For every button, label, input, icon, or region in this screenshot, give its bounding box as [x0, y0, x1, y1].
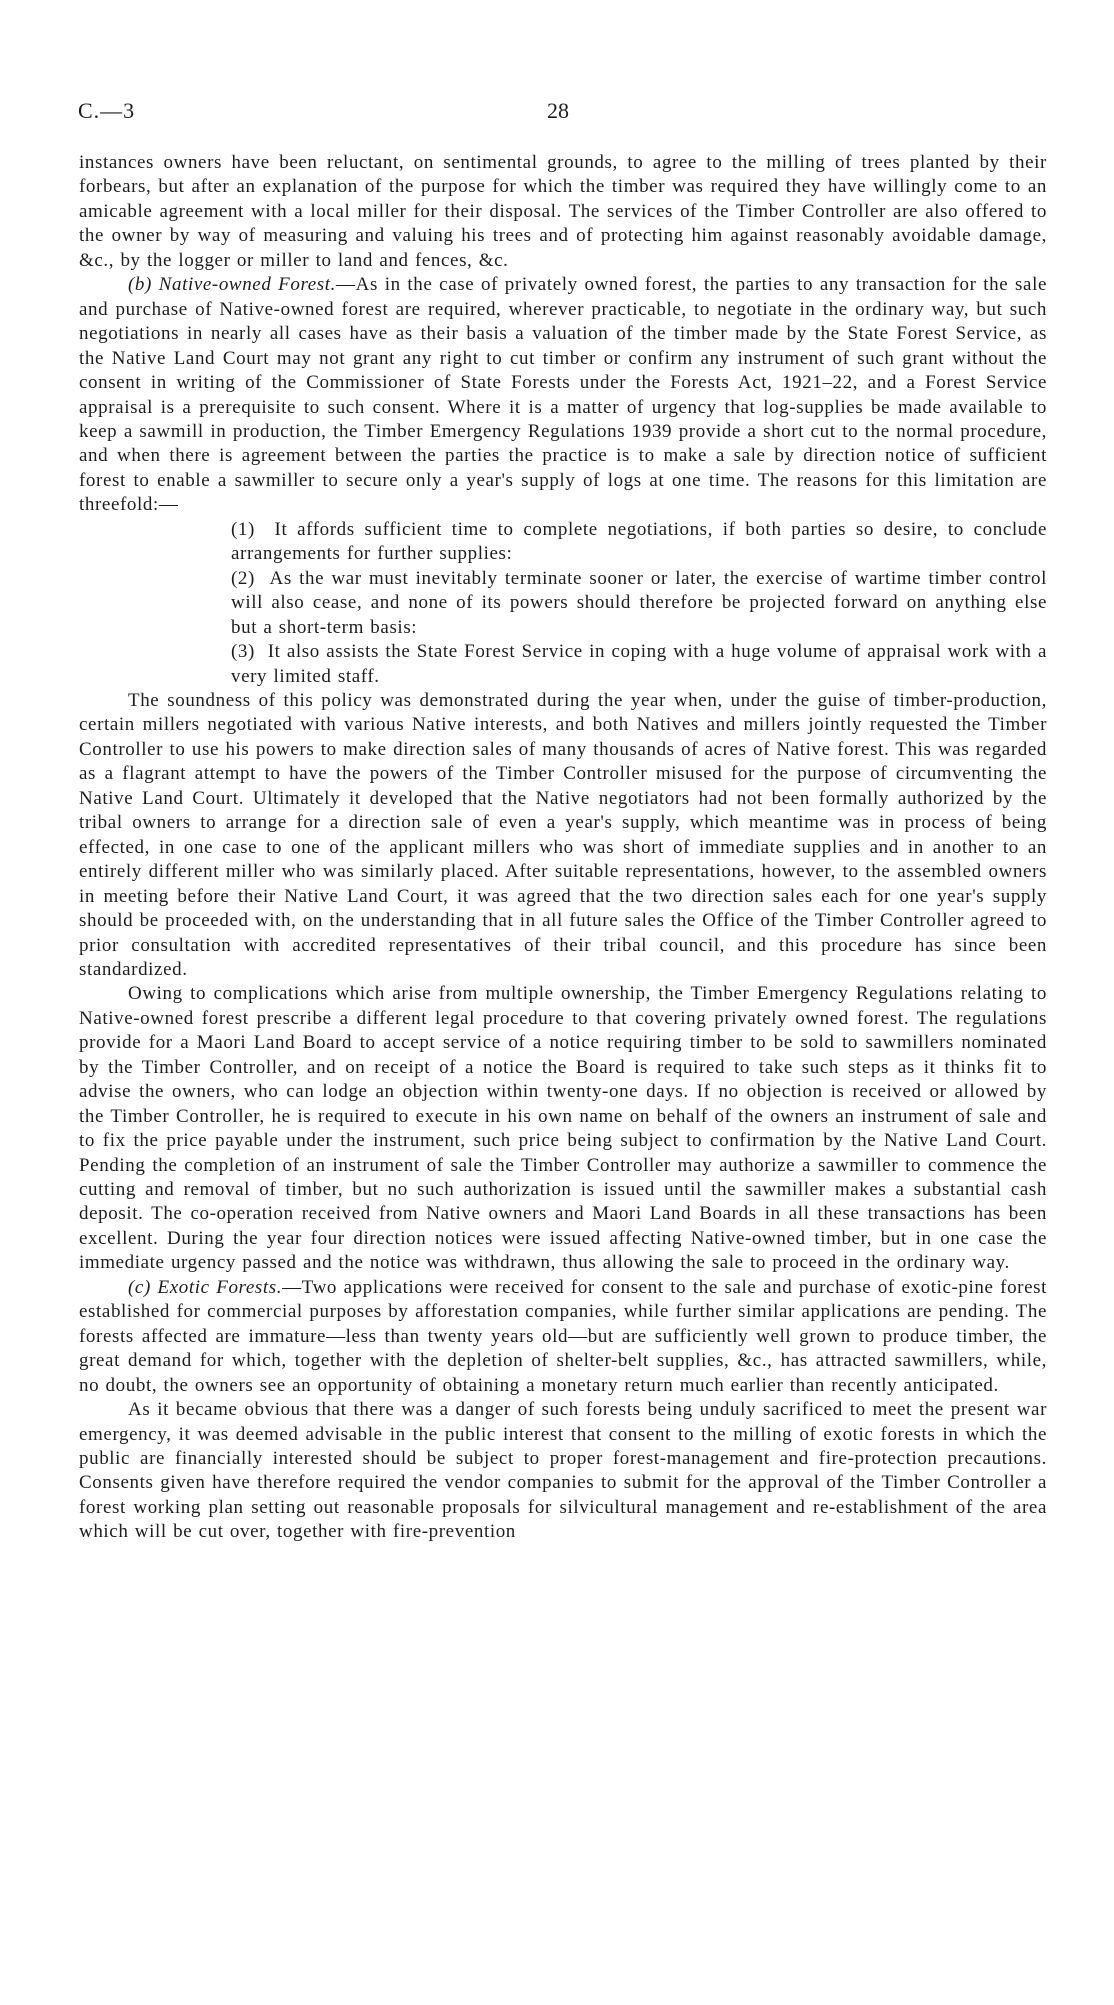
list-item: [79, 640, 1047, 689]
list-item-number: (1): [231, 518, 255, 540]
paragraph-forest-sacrifice-danger: As it became obvious that there was a danger of such forests being unduly sacrificed to meet the present war emergency, it was deemed advisable in the public interest that consent to the milling of exotic forests in which the public are financially interested should be subject to proper forest-management and fire-protection precautions. Consents given have therefore required the vendor companies to submit for the approval of the Timber Controller a forest working plan setting out reasonable proposals for silvicultural management and re-establishment of the area which will be cut over, together with fire-prevention: [79, 1399, 1047, 1543]
list-item: [79, 518, 1047, 567]
page-number: 28: [547, 98, 569, 123]
paragraph-text: —As in the case of privately owned forest, the parties to any transaction for the sale and purchase of Native-owned forest are required, wherever practicable, to negotiate in the ordinary way, but such negotiations in nearly all cases have as their basis a valuation of the timber made by the State Forest Service, as the Native Land Court may not grant any right to cut timber or confirm any instrument of such grant without the consent in writing of the Commissioner of State Forests under the Forests Act, 1921–22, and a Forest Service appraisal is a prerequisite to such consent. Where it is a matter of urgency that log-supplies be made available to keep a sawmill in production, the Timber Emergency Regulations 1939 provide a short cut to the normal procedure, and when there is agreement between the parties the practice is to make a sale by direction notice of sufficient forest to enable a sawmiller to secure only a year's supply of logs at one time. The reasons for this limitation are threefold:—: [79, 274, 1047, 516]
list-item-text: As the war must inevitably terminate sooner or later, the exercise of wartime timber control will also cease, and none of its powers should therefore be projected forward on anything else but a short-term basis:: [231, 567, 1047, 638]
list-item-number: (2): [231, 567, 255, 589]
list-item-text: It also assists the State Forest Service in coping with a huge volume of appraisal work with a very limited staff.: [231, 641, 1047, 687]
list-item-number: (3): [231, 641, 255, 663]
list-item: [79, 567, 1047, 640]
list-item-text: It affords sufficient time to complete negotiations, if both parties so desire, to conclude arrangements for further supplies:: [231, 518, 1047, 565]
section-label-native-owned-forest: (b) Native-owned Forest.: [128, 274, 337, 296]
paragraph-native-owned-forest: [79, 273, 1047, 518]
document-body: [79, 151, 1047, 1545]
paragraph-multiple-ownership: Owing to complications which arise from multiple ownership, the Timber Emergency Regulations relating to Native-owned forest prescribe a different legal procedure to that covering privately owned forest. The regulations provide for a Maori Land Board to accept service of a notice requiring timber to be sold to sawmillers nominated by the Timber Controller, and on receipt of a notice the Board is required to take such steps as it thinks fit to advise the owners, who can lodge an objection within twenty-one days. If no objection is received or allowed by the Timber Controller, he is required to execute in his own name on behalf of the owners an instrument of sale and to fix the price payable under the instrument, such price being subject to confirmation by the Native Land Court. Pending the completion of an instrument of sale the Timber Controller may authorize a sawmiller to commence the cutting and removal of timber, but no such authorization is issued until the sawmiller makes a substantial cash deposit. The co-operation received from Native owners and Maori Land Boards in all these transactions has been excellent. During the year four direction notices were issued affecting Native-owned timber, but in one case the immediate urgency passed and the notice was withdrawn, thus allowing the sale to proceed in the ordinary way.: [79, 983, 1047, 1274]
paragraph-continued: instances owners have been reluctant, on sentimental grounds, to agree to the milling of trees planted by their forbears, but after an explanation of the purpose for which the timber was required they have willingly come to an amicable agreement with a local miller for their disposal. The services of the Timber Controller are also offered to the owner by way of measuring and valuing his trees and of protecting him against reasonably avoidable damage, &c., by the logger or miller to land and fences, &c.: [79, 152, 1047, 271]
section-label-exotic-forests: (c) Exotic Forests.: [128, 1276, 283, 1298]
paragraph-text: —Two applications were received for consent to the sale and purchase of exotic-pine forest established for commercial purposes by afforestation companies, while further similar applications are pending. The forests affected are immature—less than twenty years old—but are sufficiently well grown to produce timber, the great demand for which, together with the depletion of shelter-belt supplies, &c., has attracted sawmillers, while, no doubt, the owners see an opportunity of obtaining a monetary return much earlier than recently anticipated.: [79, 1276, 1048, 1396]
document-reference: C.—3: [78, 98, 136, 123]
paragraph-soundness-of-policy: The soundness of this policy was demonstrated during the year when, under the guise of timber-production, certain millers negotiated with various Native interests, and both Natives and millers jointly requested the Timber Controller to use his powers to make direction sales of many thousands of acres of Native forest. This was regarded as a flagrant attempt to have the powers of the Timber Controller misused for the purpose of circumventing the Native Land Court. Ultimately it developed that the Native negotiators had not been formally authorized by the tribal owners to arrange for a direction sale of even a year's supply, which meantime was in process of being effected, in one case to one of the applicant millers who was short of immediate supplies and in another to an entirely different miller who was similarly placed. After suitable representations, however, to the assembled owners in meeting before their Native Land Court, it was agreed that the two direction sales each for one year's supply should be proceeded with, on the understanding that in all future sales the Office of the Timber Controller agreed to prior consultation with accredited representatives of their tribal council, and this procedure has since been standardized.: [79, 689, 1047, 980]
paragraph-exotic-forests: [79, 1276, 1047, 1398]
